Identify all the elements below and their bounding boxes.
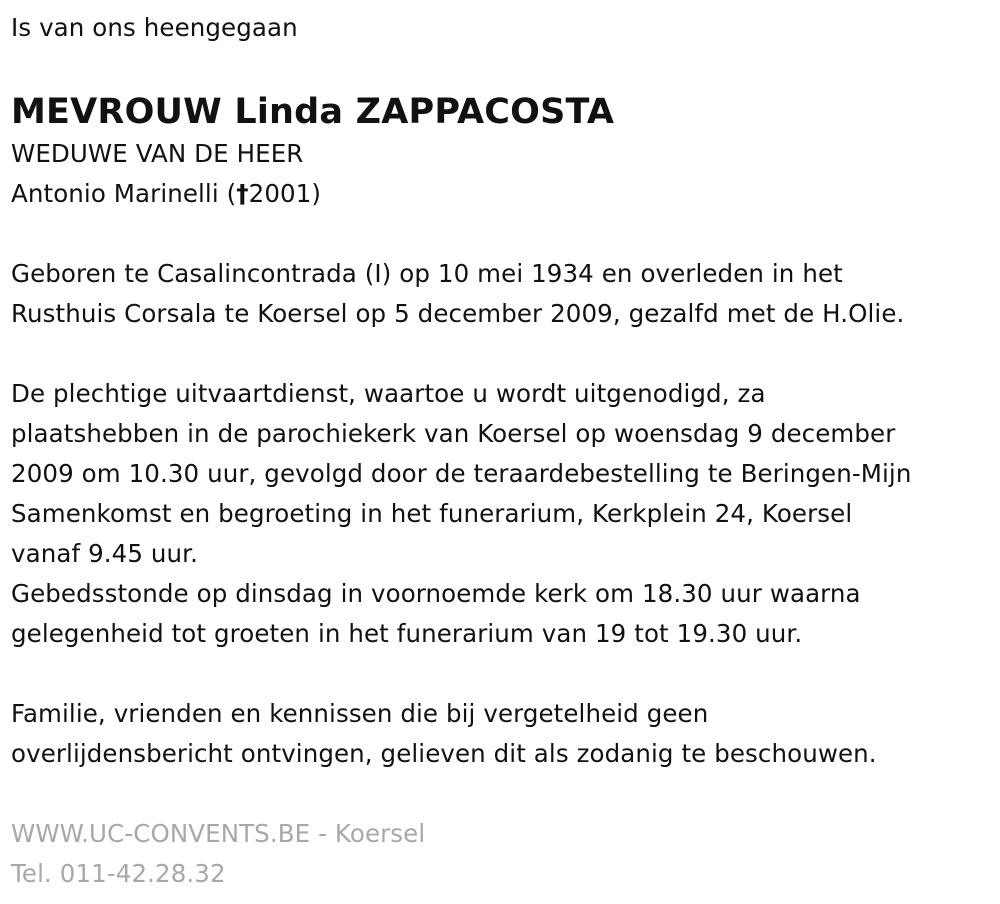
spacer <box>11 774 1000 814</box>
deceased-name: MEVROUW Linda ZAPPACOSTA <box>11 92 615 132</box>
birth-death-line: Rusthuis Corsala te Koersel op 5 december 2009, gezalfd met de H.Olie. <box>11 299 905 328</box>
footer-website: WWW.UC-CONVENTS.BE - Koersel <box>11 819 426 848</box>
service-line: gelegenheid tot groeten in het funerarium van 19 tot 19.30 uur. <box>11 619 803 648</box>
service-line: plaatshebben in de parochiekerk van Koersel op woensdag 9 december <box>11 419 896 448</box>
spouse-line <box>11 174 1000 214</box>
service-line: Samenkomst en begroeting in het funerarium, Kerkplein 24, Koersel <box>11 499 853 528</box>
footer-phone: Tel. 011-42.28.32 <box>11 859 226 888</box>
service-line: 2009 om 10.30 uur, gevolgd door de teraardebestelling te Beringen-Mijn <box>11 459 912 488</box>
spouse-death-year: 2001) <box>248 179 322 208</box>
notice-line: Familie, vrienden en kennissen die bij vergetelheid geen <box>11 699 709 728</box>
notice-line: overlijdensbericht ontvingen, gelieven dit als zodanig te beschouwen. <box>11 739 877 768</box>
relation-text: WEDUWE VAN DE HEER <box>11 139 304 168</box>
spacer <box>11 654 1000 694</box>
service-line: Gebedsstonde op dinsdag in voornoemde kerk om 18.30 uur waarna <box>11 579 861 608</box>
spacer <box>11 334 1000 374</box>
intro-text: Is van ons heengegaan <box>11 13 298 42</box>
service-line: De plechtige uitvaartdienst, waartoe u wordt uitgenodigd, za <box>11 379 766 408</box>
spouse-name: Antonio Marinelli ( <box>11 179 237 208</box>
cross-icon: † <box>236 179 249 208</box>
spacer <box>11 214 1000 254</box>
birth-death-line: Geboren te Casalincontrada (I) op 10 mei 1934 en overleden in het <box>11 259 843 288</box>
service-line: vanaf 9.45 uur. <box>11 539 198 568</box>
